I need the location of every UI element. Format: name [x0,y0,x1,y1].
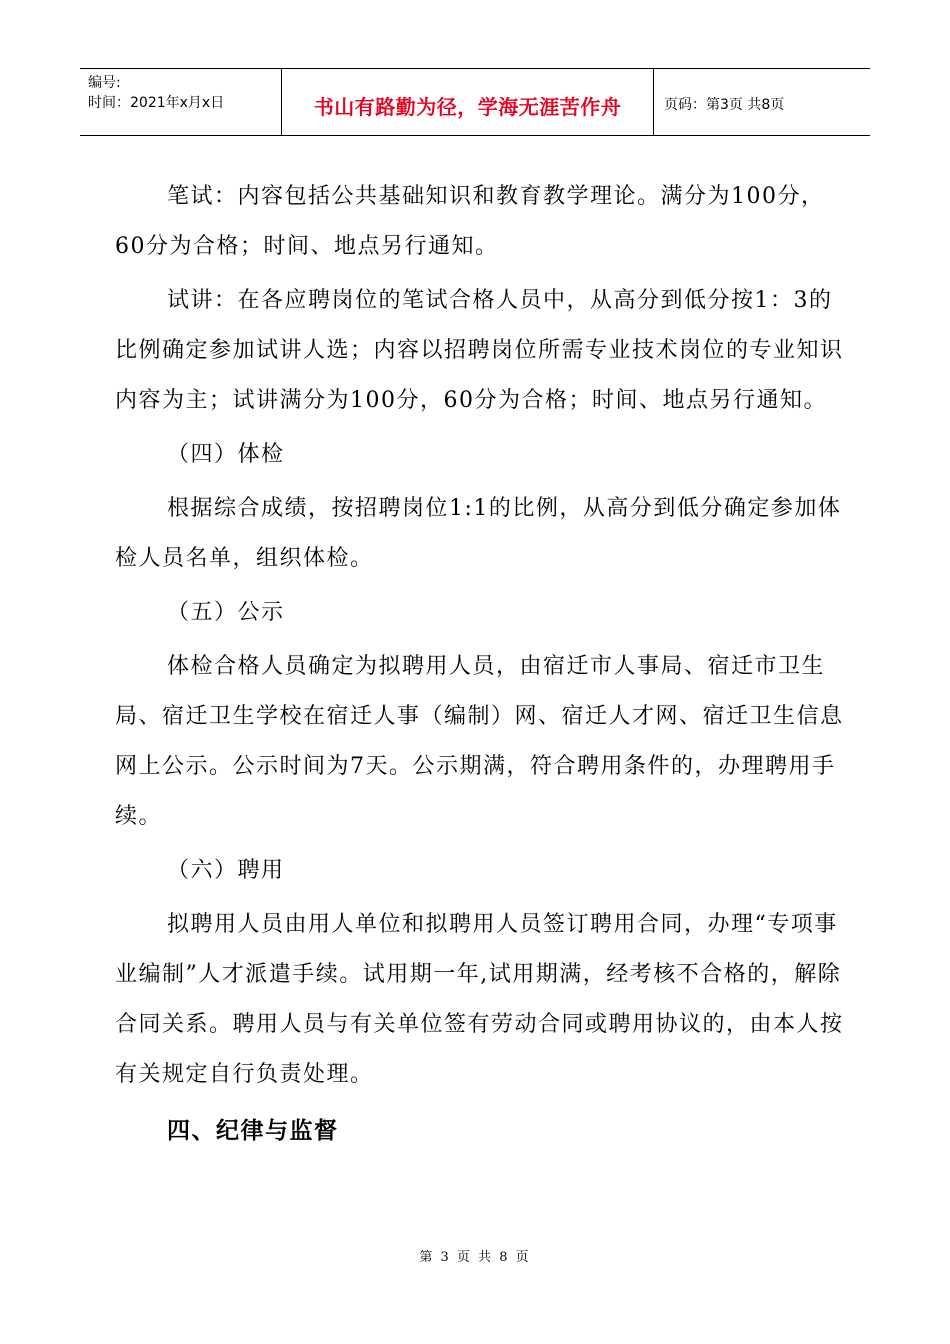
section-title-discipline: 四、纪律与监督 [167,1118,339,1144]
subheading-physical-exam: （四）体检 [167,442,285,467]
subheading-public-notice: （五）公示 [167,600,285,625]
paragraph-written-exam: 笔试：内容包括公共基础知识和教育教学理论。满分为100分，60分为合格；时间、地点另行通知。 [115,184,825,259]
document-body [115,172,855,1156]
document-number-label: 编号: [88,75,121,91]
paragraph-employment: 拟聘用人员由用人单位和拟聘用人员签订聘用合同，办理“专项事业编制”人才派遣手续。试用期一年,试用期满，经考核不合格的，解除合同关系。聘用人员与有关单位签有劳动合同或聘用协议的，由本人按有关规定自行负责处理。 [115,912,844,1087]
header-page-label: 页码：第3页 共8页 [664,97,785,113]
header-meta [80,69,282,135]
subheading-employment: （六）聘用 [167,858,285,883]
paragraph-public-notice: 体检合格人员确定为拟聘用人员，由宿迁市人事局、宿迁市卫生局、宿迁卫生学校在宿迁人事（编制）网、宿迁人才网、宿迁卫生信息网上公示。公示时间为7天。公示期满，符合聘用条件的，办理聘用手续。 [115,654,844,829]
page-header [80,68,870,136]
paragraph-physical-exam: 根据综合成绩，按招聘岗位1:1的比例，从高分到低分确定参加体检人员名单，组织体检。 [115,496,842,571]
header-motto: 书山有路勤为径，学海无涯苦作舟 [282,69,654,135]
paragraph-trial-lecture: 试讲：在各应聘岗位的笔试合格人员中，从高分到低分按1：3的比例确定参加试讲人选；内容以招聘岗位所需专业技术岗位的专业知识内容为主；试讲满分为100分，60分为合格；时间、地点另行通知。 [115,288,844,413]
page-footer: 第 3 页 共 8 页 [419,1250,531,1265]
document-time-label: 时间：2021年x月x日 [88,95,225,111]
